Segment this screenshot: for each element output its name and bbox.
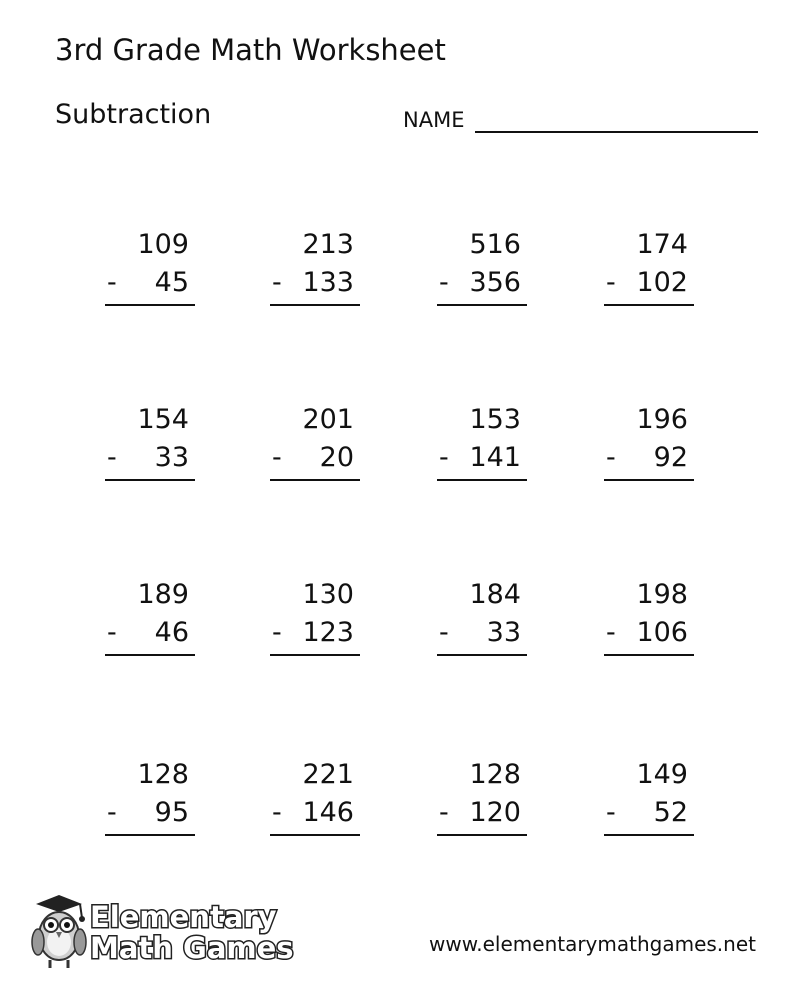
answer-line[interactable] [105,654,195,656]
subtraction-problem [105,228,197,338]
minuend: 198 [636,579,688,610]
minus-sign: - [439,442,449,473]
subtraction-problem [437,403,529,513]
owl-with-graduation-cap-icon [28,892,90,972]
answer-line[interactable] [604,479,694,481]
minuend: 196 [636,404,688,435]
subtraction-problem [105,403,197,513]
minus-sign: - [272,797,282,828]
subtrahend: 102 [636,267,688,298]
minuend: 153 [469,404,521,435]
subtrahend: 141 [469,442,521,473]
minuend: 221 [302,759,354,790]
answer-line[interactable] [604,654,694,656]
answer-line[interactable] [270,654,360,656]
subtraction-problem [604,403,696,513]
subtrahend: 20 [319,442,354,473]
answer-line[interactable] [437,304,527,306]
minus-sign: - [272,617,282,648]
answer-line[interactable] [105,834,195,836]
subtraction-problem [270,403,362,513]
minus-sign: - [107,617,117,648]
minuend: 128 [137,759,189,790]
footer-logo [28,892,294,972]
subtraction-problem [270,228,362,338]
answer-line[interactable] [604,834,694,836]
subtrahend: 95 [154,797,189,828]
subtraction-problem [105,758,197,868]
minuend: 174 [636,229,688,260]
minuend: 130 [302,579,354,610]
minus-sign: - [606,442,616,473]
subtraction-problem [604,578,696,688]
minuend: 128 [469,759,521,790]
minuend: 189 [137,579,189,610]
minus-sign: - [272,442,282,473]
answer-line[interactable] [270,834,360,836]
minus-sign: - [606,267,616,298]
answer-line[interactable] [105,479,195,481]
subtraction-problem [437,578,529,688]
answer-line[interactable] [270,479,360,481]
subtrahend: 120 [469,797,521,828]
minuend: 213 [302,229,354,260]
answer-line[interactable] [105,304,195,306]
minuend: 109 [137,229,189,260]
subtraction-problem [437,758,529,868]
subtrahend: 92 [653,442,688,473]
name-blank-line[interactable] [475,131,758,133]
worksheet-title: 3rd Grade Math Worksheet [55,33,446,67]
minuend: 149 [636,759,688,790]
subtrahend: 33 [154,442,189,473]
subtraction-problem [604,228,696,338]
minuend: 201 [302,404,354,435]
logo-line-1: Elementary [90,900,277,934]
minus-sign: - [606,617,616,648]
answer-line[interactable] [270,304,360,306]
logo-line-2: Math Games [90,931,294,965]
minus-sign: - [107,267,117,298]
subtraction-problem [105,578,197,688]
subtrahend: 356 [469,267,521,298]
minus-sign: - [107,442,117,473]
subtrahend: 106 [636,617,688,648]
minus-sign: - [439,267,449,298]
answer-line[interactable] [604,304,694,306]
subtraction-problem [604,758,696,868]
minus-sign: - [439,797,449,828]
subtraction-problem [270,578,362,688]
subtrahend: 45 [154,267,189,298]
subtrahend: 52 [653,797,688,828]
minus-sign: - [439,617,449,648]
minuend: 154 [137,404,189,435]
subtraction-problem [270,758,362,868]
minus-sign: - [606,797,616,828]
footer-url[interactable]: www.elementarymathgames.net [429,932,756,956]
minuend: 184 [469,579,521,610]
subtrahend: 33 [486,617,521,648]
subtraction-problem [437,228,529,338]
logo-wordmark [90,902,294,964]
answer-line[interactable] [437,479,527,481]
subtrahend: 133 [302,267,354,298]
minus-sign: - [272,267,282,298]
subtrahend: 123 [302,617,354,648]
subtrahend: 46 [154,617,189,648]
answer-line[interactable] [437,834,527,836]
minus-sign: - [107,797,117,828]
minuend: 516 [469,229,521,260]
answer-line[interactable] [437,654,527,656]
name-field[interactable] [403,104,758,138]
worksheet-subtitle: Subtraction [55,99,212,130]
name-label: NAME [403,108,465,132]
subtrahend: 146 [302,797,354,828]
